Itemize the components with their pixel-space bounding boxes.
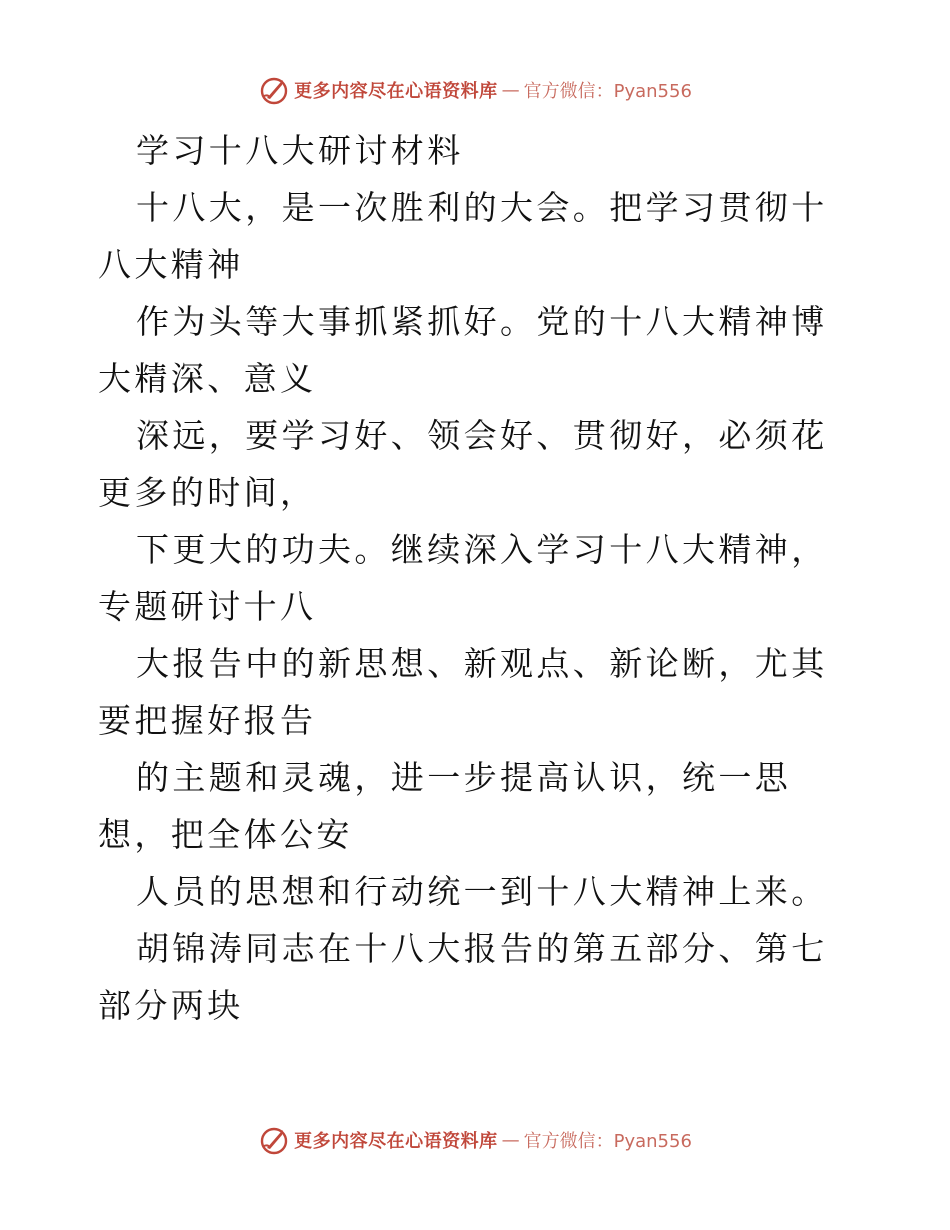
banner-contact-text: 官方微信：Pyan556	[523, 81, 692, 102]
banner-separator: —	[501, 79, 520, 101]
paragraph: 大报告中的新思想、新观点、新论断，尤其要把握好报告	[98, 644, 828, 740]
quill-logo-icon	[258, 74, 290, 106]
banner-brand-text: 更多内容尽在心语资料库	[294, 1131, 498, 1152]
paragraph: 十八大，是一次胜利的大会。把学习贯彻十八大精神	[98, 188, 828, 284]
banner-separator: —	[501, 1129, 520, 1151]
paragraph: 作为头等大事抓紧抓好。党的十八大精神博大精深、意义	[98, 302, 828, 398]
footer-watermark-banner	[0, 1122, 950, 1158]
paragraph: 人员的思想和行动统一到十八大精神上来。	[136, 872, 828, 911]
document-title: 学习十八大研讨材料	[136, 131, 464, 170]
quill-logo-icon	[258, 1124, 290, 1156]
document-body	[98, 122, 858, 1034]
banner-brand-text: 更多内容尽在心语资料库	[294, 81, 498, 102]
header-watermark-banner	[0, 72, 950, 108]
paragraph: 下更大的功夫。继续深入学习十八大精神，专题研讨十八	[98, 530, 828, 626]
paragraph: 胡锦涛同志在十八大报告的第五部分、第七部分两块	[98, 929, 828, 1025]
paragraph: 深远，要学习好、领会好、贯彻好，必须花更多的时间，	[98, 416, 828, 512]
banner-contact-text: 官方微信：Pyan556	[523, 1131, 692, 1152]
paragraph: 的主题和灵魂，进一步提高认识，统一思想，把全体公安	[98, 758, 792, 854]
